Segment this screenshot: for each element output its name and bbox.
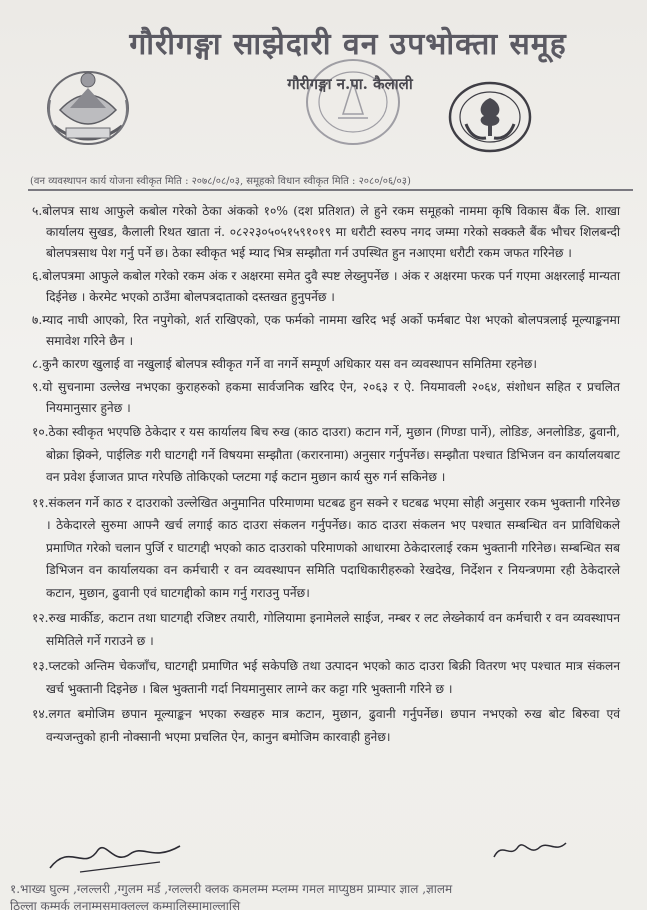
clause-13: १३.प्लटको अन्तिम चेकजाँच, घाटगद्दी प्रमाणित भई सकेपछि तथा उत्पादन भएको काठ दाउरा बिक्री वितरण भए पश्चात मात्र संकलन खर्च भुक्तानी दिइनेछ । बिल भुक्तानी गर्दा नियमानुसार लाग्ने कर कट्टा गरि भुक्तानी गरिने छ ।	[32, 659, 620, 696]
round-seal-stamp	[298, 52, 408, 152]
clause-11: ११.संकलन गर्ने काठ र दाउराको उल्लेखित अनुमानित परिमाणमा घटबढ हुन सक्ने र घटबढ भएमा सोही अनुसार रकम भुक्तानी गरिनेछ । ठेकेदारले सुरुमा आफ्नै खर्च लगाई काठ दाउरा संकलन गर्नुपर्नेछ। काठ दाउरा संकलन भए पश्चात सम्बन्धित वन प्राविधिकले प्रमाणित गरेको चलान पुर्जि र घाटगद्दी भएको काठ दाउराको परिमाणको आधारमा ठेकेदारलाई रकम भुक्तानी गरिनेछ। सम्बन्धित सब डिभिजन वन कार्यालयका वन कर्मचारी र वन व्यवस्थापन समिति पदाधिकारीहरुको रेखदेख, निर्देशन र नियन्त्रणमा रही ठेकेदारले कटान, मुछान, ढुवानी एवं घाटगद्दीको काम गर्नु गराउनु पर्नेछ।	[32, 495, 620, 600]
bleed-through-text	[10, 880, 640, 910]
clause-5: ५.बोलपत्र साथ आफुले कबोल गरेको ठेका अंकको १०% (दश प्रतिशत) ले हुने रकम समूहको नाममा कृषि विकास बैंक लि. शाखा कार्यालय सुखड, कैलाली रिथत खाता नं. ०८२२३०५०५१५९१०१९ मा धरौटी स्वरुप नगद जम्मा गरेको सक्कलै बैंक भौचर शिलबन्दी बोलपत्रसाथ पेश गर्नु पर्ने छ। ठेका स्वीकृत भई म्याद भित्र सम्झौता गर्न उपस्थित हुन नआएमा धरौटी रकम जफत गरिनेछ ।	[32, 204, 620, 260]
clause-14: १४.लगत बमोजिम छपान मूल्याङ्कन भएका रुखहरु मात्र कटान, मुछान, ढुवानी गर्नुपर्नेछ। छपान नभएको रुख बोट बिरुवा एवं वन्यजन्तुको हानी नोक्सानी भएमा प्रचलित ऐन, कानुन बमोजिम कारवाही हुनेछ।	[32, 707, 620, 744]
notice-body	[32, 201, 620, 751]
footer-line-2: ठिल्ला कम्मर्क लनाम्मसमाक्लल्ल कम्मालिस्मामाल्लासि	[10, 899, 241, 910]
clause-7: ७.म्याद नाघी आएको, रित नपुगेको, शर्त राखिएको, एक फर्मको नाममा खरिद भई अर्को फर्मबाट पेश भएको बोलपत्रलाई मूल्याङ्कनमा समावेश गरिने छैन ।	[32, 313, 620, 348]
organization-address: गौरीगङ्गा न.पा. कैलाली	[287, 75, 413, 93]
signature-left	[40, 832, 200, 878]
organization-title: गौरीगङ्गा साझेदारी वन उपभोक्ता समूह	[129, 27, 567, 62]
clause-8: ८.कुनै कारण खुलाई वा नखुलाई बोलपत्र स्वीकृत गर्ने वा नगर्ने सम्पूर्ण अधिकार यस वन व्यवस्थापन समितिमा रहनेछ।	[32, 357, 537, 371]
header-divider	[28, 189, 633, 191]
forest-group-logo	[446, 80, 534, 154]
clause-6: ६.बोलपत्रमा आफुले कबोल गरेको रकम अंक र अक्षरमा समेत दुवै स्पष्ट लेख्नुपर्नेछ । अंक र अक्षरमा फरक पर्न गएमा अक्षरलाई मान्यता दिईनेछ । केरमेट भएको ठाउँमा बोलपत्रदाताको दस्तखत हुनुपर्नेछ ।	[32, 269, 620, 304]
clause-9: ९.यो सुचनामा उल्लेख नभएका कुराहरुको हकमा सार्वजनिक खरिद ऐन, २०६३ र ऐ. नियमावली २०६४, संशोधन सहित र प्रचलित नियमानुसार हुनेछ ।	[32, 380, 620, 415]
clause-12: १२.रुख मार्कीङ, कटान तथा घाटगद्दी रजिष्टर तयारी, गोलियामा इनामेलले साईज, नम्बर र लट लेख्नेकार्य वन कर्मचारी र वन व्यवस्थापन समितिले गर्ने गराउने छ ।	[32, 611, 620, 648]
nepal-emblem-logo	[40, 60, 136, 152]
footer-line-1: १.भाख्य घुल्म ,ग्लल्लरी ,ग्गुलम मर्ड ,ग्लल्लरी क्लक कमलम्म म्प्लम्म गमल माप्युष्ठम प्राम्पार ज्ञाल ,ज्ञालम	[10, 882, 453, 896]
approval-dates-line: (वन व्यवस्थापन कार्य योजना स्वीकृत मिति : २०७८/०८/०३, समूहको विधान स्वीकृत मिति : २०८०/०६/०३)	[30, 176, 411, 187]
clause-10: १०.ठेका स्वीकृत भएपछि ठेकेदार र यस कार्यालय बिच रुख (काठ दाउरा) कटान गर्ने, मुछान (गिण्डा पार्ने), लोडिङ, अनलोडिङ, ढुवानी, बोक्रा झिक्ने, पाईलिङ गरी घाटगद्दी गर्ने विषयमा सम्झौता (करारनामा) अनुसार गर्नुपर्नेछ। सम्झौता पश्चात डिभिजन वन कार्यालयबाट वन प्रवेश ईजाजत प्राप्त गरेपछि तोकिएको प्लटमा गई कटान मुछान कार्य सुरु गर्न सकिनेछ ।	[32, 425, 620, 484]
signature-right	[490, 835, 570, 865]
